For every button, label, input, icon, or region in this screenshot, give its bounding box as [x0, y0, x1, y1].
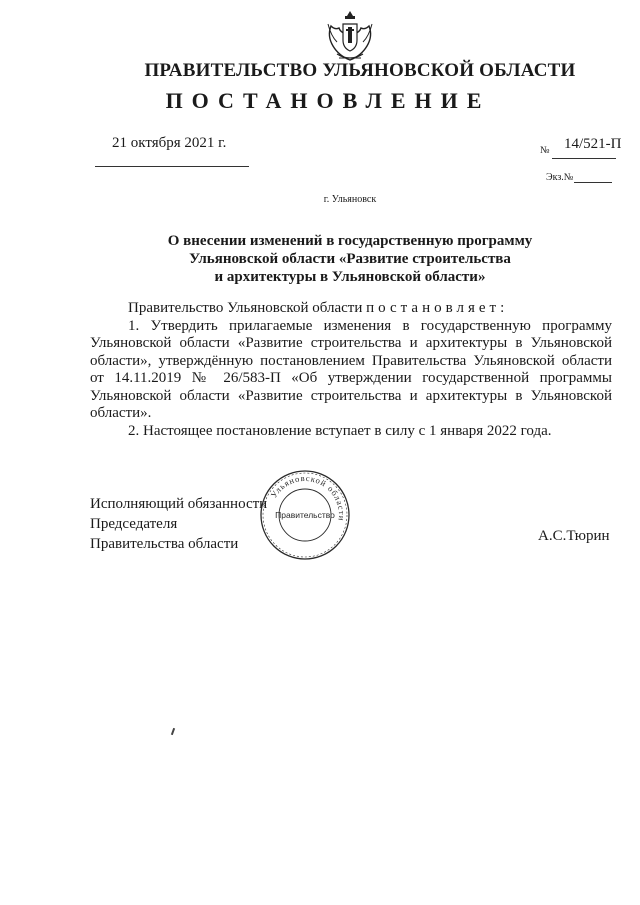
- copy-number-label: Экз.№: [546, 172, 574, 183]
- document-title: [150, 232, 550, 286]
- city-label: г. Ульяновск: [323, 194, 377, 205]
- signatory-title-line-2: Председателя: [90, 516, 178, 532]
- signatory-title-line-3: Правительства области: [90, 536, 239, 552]
- resolution-item-2: 2. Настоящее постановление вступает в силу с 1 января 2022 года.: [128, 422, 552, 439]
- title-line-1: О внесении изменений в государственную программу: [167, 233, 533, 249]
- signatory-title: [90, 494, 267, 554]
- seal-center-text: Правительство: [275, 510, 335, 520]
- resolution-item-1: 1. Утвердить прилагаемые изменения в государственную программу Ульяновской области «Развитие строительства и архитектуры в Ульяновской области», утверждённую постановлением Правительства Ульяновской области от 14.11.2019 № 26/583-П «Об утверждении государственной программы Ульяновской области «Развитие строительства и архитектуры в Ульяновской области».: [90, 317, 612, 421]
- official-seal-stamp: [257, 467, 353, 563]
- scan-speck: [171, 728, 175, 735]
- intro-decree-word: постановляет:: [366, 300, 509, 316]
- copy-number-underline: [574, 182, 612, 183]
- document-body: [90, 300, 612, 440]
- seal-ring-text: Ульяновской области: [268, 472, 348, 522]
- organization-heading: ПРАВИТЕЛЬСТВО УЛЬЯНОВСКОЙ ОБЛАСТИ: [144, 60, 576, 81]
- signatory-title-line-1: Исполняющий обязанности: [90, 496, 268, 512]
- number-underline: [552, 158, 616, 159]
- coat-of-arms-icon: [325, 8, 375, 64]
- document-type-heading: ПОСТАНОВЛЕНИЕ: [165, 88, 491, 113]
- document-date: 21 октября 2021 г.: [112, 135, 227, 151]
- resolution-intro: [90, 300, 612, 318]
- number-prefix: №: [540, 145, 550, 156]
- signatory-name: А.С.Тюрин: [538, 528, 610, 544]
- document-number: 14/521-П: [564, 136, 622, 152]
- intro-lead: Правительство Ульяновской области: [128, 300, 367, 316]
- title-line-3: и архитектуры в Ульяновской области»: [214, 269, 486, 285]
- date-underline: [95, 166, 249, 167]
- title-line-2: Ульяновской области «Развитие строительства: [189, 251, 511, 267]
